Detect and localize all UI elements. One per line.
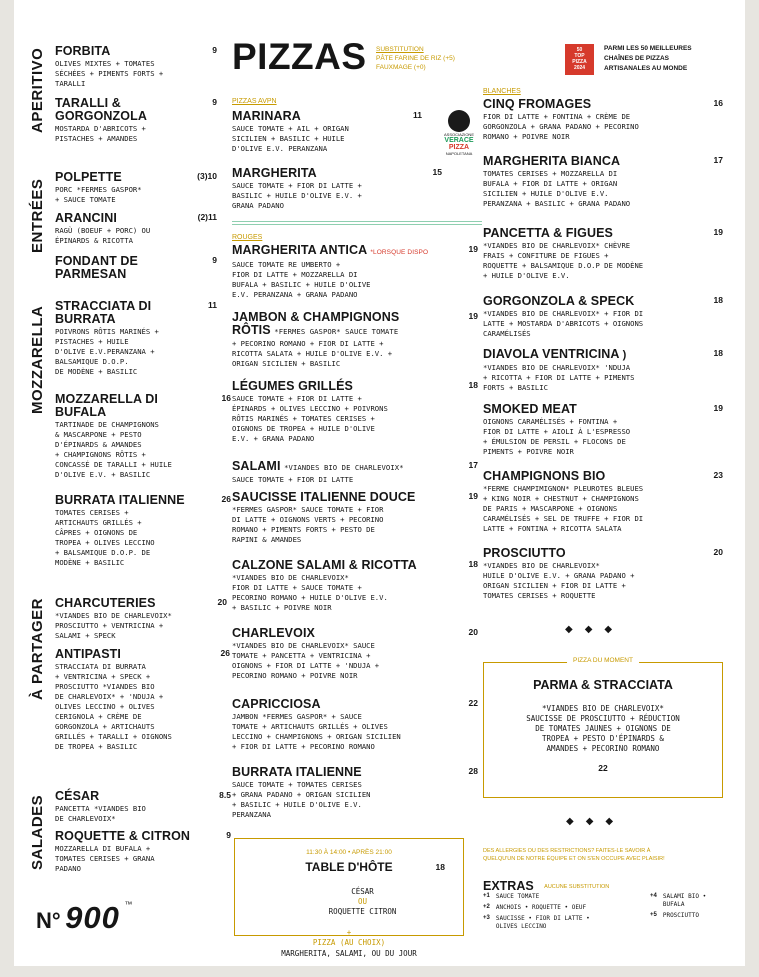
menu-item-fondant [55,255,217,281]
leaf-ornament-icon: ◆◆◆ [565,624,625,635]
table-hote-or: OU [358,897,368,906]
item-price: 19 [713,403,723,413]
item-desc: *VIANDES BIO DE CHARLEVOIX* PROSCIUTTO + VENTRICINA + SALAMI + SPECK [55,611,172,640]
pizza-du-moment-title: PARMA & STRACCIATA [533,678,673,692]
menu-item-diavola [483,348,723,393]
menu-item-salami [232,460,478,485]
extra-price: +5 [650,912,657,918]
item-name: FONDANT DE PARMESAN [55,254,138,281]
item-desc: MOSTARDA D'ABRICOTS + PISTACHES + AMANDES [55,124,146,143]
item-name: POLPETTE [55,170,122,184]
item-desc: *VIANDES BIO DE CHARLEVOIX* SAUCE TOMATE + PANCETTA + VENTRICINA + OIGNONS + FIOR DI LATTE + 'NDUJA + PECORINO ROMANO + POIVRE NOIR [232,641,380,680]
avpn-label: PIZZAS AVPN [232,98,277,105]
extra-item: SALAMI BIO • BUFALA [662,893,707,908]
item-price: 19 [713,227,723,237]
logo-prefix: N° [36,908,61,933]
item-name: MARINARA [232,109,301,123]
item-inline-desc: *FERMES GASPOR* SAUCE TOMATE [274,327,399,336]
item-name: CALZONE SALAMI & RICOTTA [232,558,417,572]
item-name: CAPRICCIOSA [232,697,321,711]
section-aperitivo: APERITIVO [29,47,46,133]
pizza-du-moment-label: PIZZA DU MOMENT [567,657,639,664]
table-hote-title: TABLE D'HÔTE [305,860,393,874]
divider [232,221,482,222]
item-desc: SAUCE TOMATE RE UMBERTO + FIOR DI LATTE + MOZZARELLA DI BUFALA + BASILIC + HUILE D'OLIVE E.V. PERANZANA + GRANA PADANO [232,260,371,299]
item-desc: SAUCE TOMATE + FIOR DI LATTE [232,475,354,484]
item-desc: *VIANDES BIO DE CHARLEVOIX* FIOR DI LATTE + SAUCE TOMATE + PECORINO ROMANO + HUILE D'OLIVE E.V. + BASILIC + POIVRE NOIR [232,573,388,612]
brand-logo [36,900,132,936]
menu-item-taralli [55,97,217,144]
item-name: ANTIPASTI [55,647,121,661]
menu-item-mozzarella-bufala [55,393,231,480]
item-name: ARANCINI [55,211,117,225]
item-desc: *VIANDES BIO DE CHARLEVOIX* HUILE D'OLIVE E.V. + GRANA PADANO + ORIGAN SICILIEN + FIOR DI LATTE + TOMATES CERISES + ROQUETTE [483,561,635,600]
item-name: DIAVOLA VENTRICINA [483,347,620,361]
substitution-line2: FAUXMAGE (+0) [376,64,426,71]
item-desc: SAUCE TOMATE + AIL + ORIGAN SICILIEN + BASILIC + HUILE D'OLIVE E.V. PERANZANA [232,124,349,153]
item-price: 9 [212,255,217,265]
extras-title: EXTRAS [483,879,534,893]
menu-item-margherita-bianca [483,155,723,209]
pizza-du-moment-box [483,657,723,798]
avpn-badge-line3: PIZZA [448,144,470,151]
menu-item-charlevoix [232,627,478,681]
item-name: PROSCIUTTO [483,546,566,560]
item-price: (3)10 [197,171,217,181]
menu-item-marinara [232,110,422,154]
menu-item-margherita [232,167,442,211]
extra-item: SAUCE TOMATE [495,893,540,900]
item-price: 11 [208,300,217,310]
table-hote-option-a: CÉSAR [351,887,374,896]
item-name: CÉSAR [55,789,100,803]
extra-price: +1 [483,893,490,899]
item-name: CHARLEVOIX [232,626,315,640]
extra-price: +3 [483,915,490,921]
item-price: 18 [468,559,478,569]
item-desc: *VIANDES BIO DE CHARLEVOIX* 'NDUJA + RICOTTA + FIOR DI LATTE + PIMENTS FORTS + BASILIC [483,363,635,392]
item-name: SMOKED MEAT [483,402,577,416]
rouges-label: ROUGES [232,234,263,241]
section-entrees: ENTRÉES [29,178,46,253]
item-price: 8.5 [219,790,231,800]
item-desc: TOMATES CERISES + MOZZARELLA DI BUFALA + FIOR DI LATTE + ORIGAN SICILIEN + HUILE D'OLIVE E.V. PERANZANA + BASILIC + GRANA PADANO [483,169,631,208]
item-name: SALAMI [232,459,281,473]
avpn-badge-line4: NAPOLETANA [445,151,473,156]
menu-item-cinq-fromages [483,98,723,142]
item-price: 18 [713,348,723,358]
availability-tag: *LORSQUE DISPO [370,249,429,256]
item-price: 22 [468,698,478,708]
item-price: 19 [468,311,478,321]
extra-item: ANCHOIS • ROQUETTE • OEUF [495,904,587,911]
item-desc: JAMBON *FERMES GASPOR* + SAUCE TOMATE + ARTICHAUTS GRILLÉS + OLIVES LECCINO + CHAMPIGNONS + ORIGAN SICILIEN + FIOR DI LATTE + PECORINO ROMANO [232,712,401,751]
menu-item-polpette [55,171,217,205]
item-name: CINQ FROMAGES [483,97,592,111]
blanches-label: BLANCHES [483,88,521,95]
menu-item-saucisse [232,491,478,545]
item-desc: RAGÙ (BOEUF + PORC) OU ÉPINARDS & RICOTTA [55,226,151,245]
item-name: LÉGUMES GRILLÉS [232,379,353,393]
item-price: 19 [468,491,478,501]
item-price: 18 [468,380,478,390]
substitution-line1: PÂTE FARINE DE RIZ (+5) [376,55,455,62]
page-title: PIZZAS [232,36,367,77]
menu-item-legumes [232,380,478,444]
menu-item-antipasti [55,648,230,752]
avpn-logo-icon [448,110,470,132]
item-name: PANCETTA & FIGUES [483,226,613,240]
item-price: 11 [413,110,422,120]
avpn-badge [442,110,476,156]
item-price: 19 [468,244,478,254]
item-desc: OLIVES MIXTES + TOMATES SÉCHÉES + PIMENTS FORTS + TARALLI [55,59,164,88]
extra-price: +4 [650,893,657,899]
item-desc: *VIANDES BIO DE CHARLEVOIX* CHÈVRE FRAIS + CONFITURE DE FIGUES + ROQUETTE + BALSAMIQUE D.O.P DE MODÈNE + HUILE D'OLIVE E.V. [483,241,644,280]
pizza-du-moment-desc: *VIANDES BIO DE CHARLEVOIX* SAUCISSE DE PROSCIUTTO + RÉDUCTION DE TOMATES JAUNES + OIGNONS DE TROPEA + PESTO D'ÉPINARDS & AMANDES + PECORINO ROMANO [526,704,680,753]
item-name: CHARCUTERIES [55,596,156,610]
item-name: MARGHERITA ANTICA [232,243,367,257]
item-name-2: RÔTIS [232,323,271,337]
item-desc: SAUCE TOMATE + TOMATES CERISES + GRANA PADANO + ORIGAN SICILIEN + BASILIC + HUILE D'OLIVE E.V. PERANZANA [232,780,371,819]
item-price: 9 [212,97,217,107]
menu-item-charcuteries [55,597,227,641]
divider [232,224,482,225]
table-hote-pizza: PIZZA (AU CHOIX) [312,938,386,947]
item-price: 15 [432,167,442,177]
item-desc: MOZZARELLA DI BUFALA + TOMATES CERISES + GRANA PADANO [55,844,155,873]
item-price: 20 [713,547,723,557]
item-desc: TARTINADE DE CHAMPIGNONS & MASCARPONE + PESTO D'ÉPINARDS & AMANDES + CHAMPIGNONS RÔTIS + CONCASSÉ DE TARALLI + HUILE D'OLIVE E.V. + BASILIC [55,420,172,479]
item-inline-desc: *VIANDES BIO DE CHARLEVOIX* [284,463,404,472]
table-hote-pizza-choices: MARGHERITA, SALAMI, OU DU JOUR [281,949,417,958]
item-price: 26 [221,494,231,504]
item-desc: PORC *FERMES GASPOR* + SAUCE TOMATE [55,185,142,204]
item-price: 28 [468,766,478,776]
menu-item-prosciutto [483,547,723,601]
item-name: MARGHERITA [232,166,317,180]
menu-item-margherita-antica [232,244,478,300]
section-salades: SALADES [29,794,46,870]
menu-item-roquette [55,830,231,874]
extras-list-right [650,893,730,920]
menu-page [14,0,745,966]
menu-item-capricciosa [232,698,478,752]
item-name: MARGHERITA BIANCA [483,154,621,168]
item-desc: OIGNONS CARAMÉLISÉS + FONTINA + FIOR DI LATTE + AIOLI À L'ESPRESSO + ÉMULSION DE PERSIL + FLOCONS DE PIMENTS + POIVRE NOIR [483,417,631,456]
menu-item-cesar [55,790,231,824]
menu-item-calzone [232,559,478,613]
item-name: MOZZARELLA DI BUFALA [55,392,158,419]
substitution-info [376,45,455,72]
table-hote-plus: + [346,928,352,937]
item-name: SAUCISSE ITALIENNE DOUCE [232,490,416,504]
item-name: CHAMPIGNONS BIO [483,469,606,483]
section-partager: À PARTAGER [29,598,46,700]
item-desc: TOMATES CERISES + ARTICHAUTS GRILLÉS + CÂPRES + OIGNONS DE TROPEA + OLIVES LECCINO + BALSAMIQUE D.O.P. DE MODÈNE + BASILIC [55,508,155,567]
menu-item-burrata-pizza [232,766,478,820]
item-price: 9 [226,830,231,840]
item-desc: POIVRONS RÔTIS MARINÉS + PISTACHES + HUILE D'OLIVE E.V.PERANZANA + BALSAMIQUE D.O.P. DE MODÈNE + BASILIC [55,327,159,376]
menu-item-burrata-italienne [55,494,231,568]
item-price: 23 [713,470,723,480]
item-name: JAMBON & CHAMPIGNONS [232,310,400,324]
item-price: 9 [212,45,217,55]
item-desc: SAUCE TOMATE + FIOR DI LATTE + ÉPINARDS + OLIVES LECCINO + POIVRONS RÔTIS MARINÉS + TOMATES CERISES + OIGNONS DE TROPEA + HUILE D'OLIVE E.V. + GRANA PADANO [232,394,388,443]
item-desc: *VIANDES BIO DE CHARLEVOIX* + FIOR DI LATTE + MOSTARDA D'ABRICOTS + OIGNONS CARAMÉLISÉS [483,309,644,338]
menu-item-forbita [55,45,217,89]
logo-number: 900 [65,900,120,935]
menu-item-stracciata [55,300,217,377]
section-mozzarella: MOZZARELLA [29,305,46,414]
item-desc: PANCETTA *VIANDES BIO DE CHARLEVOIX* [55,804,146,823]
extra-item: PROSCIUTTO [662,912,699,919]
item-name: ROQUETTE & CITRON [55,829,191,843]
item-name: STRACCIATA DI BURRATA [55,299,152,326]
item-name: BURRATA ITALIENNE [232,765,362,779]
item-name: TARALLI & GORGONZOLA [55,96,147,123]
item-desc: SAUCE TOMATE + FIOR DI LATTE + BASILIC + HUILE D'OLIVE E.V. + GRANA PADANO [232,181,362,210]
menu-item-jambon [232,311,478,369]
leaf-ornament-icon: ◆◆◆ [566,816,626,827]
menu-item-pancetta [483,227,723,281]
item-price: (2)11 [197,212,217,222]
chili-icon: ) [622,349,627,361]
avpn-badge-line1: ASSOCIAZIONE [443,132,474,137]
item-price: 18 [713,295,723,305]
extras-list-left [483,893,633,931]
item-price: 17 [713,155,723,165]
extra-price: +2 [483,904,490,910]
pizza-du-moment-price: 22 [598,763,608,773]
extras-note: AUCUNE SUBSTITUTION [544,884,610,890]
item-desc: + PECORINO ROMANO + FIOR DI LATTE + RICOTTA SALATA + HUILE D'OLIVE E.V. + ORIGAN SICILIEN + BASILIC [232,339,393,368]
menu-item-champignons [483,470,723,534]
item-price: 16 [221,393,231,403]
item-name: GORGONZOLA & SPECK [483,294,635,308]
avpn-badge-line2: VERACE [444,137,474,144]
menu-item-smoked-meat [483,403,723,457]
logo-tm: ™ [124,900,133,909]
extra-item: SAUCISSE • FIOR DI LATTE • OLIVES LECCINO [495,915,590,930]
item-price: 20 [217,597,227,607]
item-price: 16 [713,98,723,108]
table-hote-hours: 11:30 À 14:00 • APRÈS 21:00 [306,849,392,856]
substitution-title: SUBSTITUTION [376,46,424,53]
item-desc: *FERME CHAMPIMIGNON* PLEUROTES BLEUES + KING NOIR + CHESTNUT + CHAMPIGNONS DE PARIS + MASCARPONE + OIGNONS CARAMÉLISÉS + SEL DE TRUFFE + FIOR DI LATTE + FONTINA + RICOTTA SALATA [483,484,644,533]
item-price: 26 [220,648,230,658]
item-price: 20 [468,627,478,637]
item-desc: *FERMES GASPOR* SAUCE TOMATE + FIOR DI LATTE + OIGNONS VERTS + PECORINO ROMANO + PIMENTS FORTS + PESTO DE RAPINI & AMANDES [232,505,384,544]
badge-caption: PARMI LES 50 MEILLEURES CHAÎNES DE PIZZAS ARTISANALES AU MONDE [604,45,692,72]
menu-item-gorgonzola-speck [483,295,723,339]
item-name: FORBITA [55,44,111,58]
table-hote-price: 18 [435,862,445,872]
item-name: BURRATA ITALIENNE [55,493,185,507]
item-desc: STRACCIATA DI BURRATA + VENTRICINA + SPECK + PROSCIUTTO *VIANDES BIO DE CHARLEVOIX* + 'NDUJA + OLIVES LECCINO + OLIVES CERIGNOLA + CRÈME DE GORGONZOLA + ARTICHAUTS GRILLÉS + TARALLI + OIGNONS DE TROPEA + BASILIC [55,662,172,751]
item-desc: FIOR DI LATTE + FONTINA + CRÈME DE GORGONZOLA + GRANA PADANO + PECORINO ROMANO + POIVRE NOIR [483,112,639,141]
top-pizza-badge-icon: 50 TOP PIZZA 2024 [565,44,594,75]
table-hote-box [234,838,464,958]
allergy-notice: DES ALLERGIES OU DES RESTRICTIONS? FAITES-LE SAVOIR À QUELQU'UN DE NOTRE ÉQUIPE ET ON S'EN OCCUPE AVEC PLAISIR! [483,848,665,862]
menu-item-arancini [55,212,217,246]
item-price: 17 [468,460,478,470]
table-hote-option-b: ROQUETTE CITRON [328,907,397,916]
